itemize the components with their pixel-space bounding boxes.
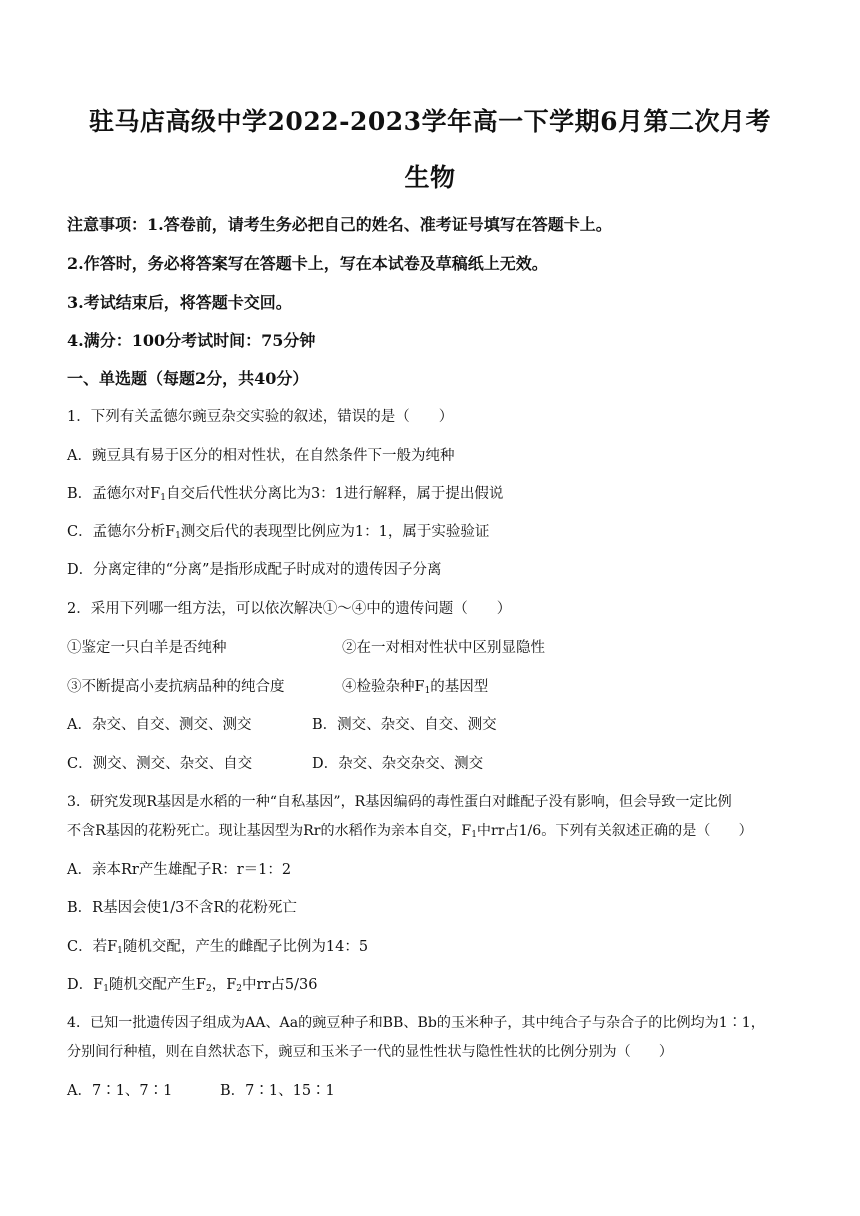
question-item-3: ③不断提高小麦抗病品种的纯合度 bbox=[67, 679, 285, 695]
stem-text: 中rr占1/6。下列有关叙述正确的是（ ） bbox=[476, 823, 753, 839]
subscript: 1 bbox=[471, 830, 477, 840]
option-text: C．若F bbox=[67, 939, 118, 955]
question-item-2: ②在一对相对性状中区别显隐性 bbox=[342, 640, 545, 656]
exam-title: 驻马店高级中学2022-2023学年高一下学期6月第二次月考 bbox=[89, 107, 771, 136]
option-b: B．R基因会使1/3不含R的花粉死亡 bbox=[67, 900, 297, 916]
option-text: ，F bbox=[211, 977, 237, 993]
option-text: 随机交配，产生的雌配子比例为14：5 bbox=[122, 939, 369, 955]
question-stem: 3．研究发现R基因是水稻的一种“自私基因”，R基因编码的毒性蛋白对雌配子没有影响，但会导致一定比例 bbox=[67, 794, 732, 810]
item-text: ④检验杂种F bbox=[342, 679, 425, 695]
stem-text: 不含R基因的花粉死亡。现让基因型为Rr的水稻作为亲本自交，F bbox=[67, 823, 472, 839]
question-stem: 2．采用下列哪一组方法，可以依次解决①～④中的遗传问题（ ） bbox=[67, 601, 512, 617]
question-item-1: ①鉴定一只白羊是否纯种 bbox=[67, 640, 227, 656]
option-a: A．7∶1、7∶1 bbox=[67, 1083, 173, 1099]
note-line: 4.满分：100分考试时间：75分钟 bbox=[67, 331, 316, 350]
option-a: A．亲本Rr产生雄配子R：r＝1：2 bbox=[67, 862, 292, 878]
subscript: 1 bbox=[424, 686, 431, 696]
subscript: 1 bbox=[117, 946, 123, 956]
question-stem-cont: 分别间行种植，则在自然状态下，豌豆和玉米子一代的显性性状与隐性性状的比例分别为（ ） bbox=[67, 1044, 674, 1060]
note-line: 3.考试结束后，将答题卡交回。 bbox=[67, 293, 292, 312]
option-text: 中rr占5/36 bbox=[242, 977, 318, 993]
subscript: 1 bbox=[103, 984, 109, 994]
option-text: 自交后代性状分离比为3：1进行解释，属于提出假说 bbox=[165, 486, 504, 502]
option-text: B．孟德尔对F bbox=[67, 486, 161, 502]
subscript: 2 bbox=[205, 984, 212, 994]
subscript: 1 bbox=[175, 531, 181, 541]
option-c: C．测交、测交、杂交、自交 bbox=[67, 756, 253, 772]
subscript: 1 bbox=[160, 493, 166, 503]
option-text: D．F bbox=[67, 977, 104, 993]
question-item-4 bbox=[342, 675, 488, 696]
note-line: 2.作答时，务必将答案写在答题卡上，写在本试卷及草稿纸上无效。 bbox=[67, 254, 548, 273]
exam-subject: 生物 bbox=[404, 163, 456, 192]
option-c bbox=[67, 935, 368, 956]
option-d: D．分离定律的“分离”是指形成配子时成对的遗传因子分离 bbox=[67, 562, 442, 578]
option-c bbox=[67, 520, 489, 541]
question-stem: 1．下列有关孟德尔豌豆杂交实验的叙述，错误的是（ ） bbox=[67, 409, 454, 425]
subscript: 2 bbox=[236, 984, 243, 994]
option-b: B．7∶1、15∶1 bbox=[220, 1083, 335, 1099]
question-stem-cont bbox=[67, 820, 753, 840]
option-a: A．豌豆具有易于区分的相对性状，在自然条件下一般为纯种 bbox=[67, 448, 455, 464]
option-text: 随机交配产生F bbox=[108, 977, 206, 993]
option-a: A．杂交、自交、测交、测交 bbox=[67, 717, 252, 733]
item-text: 的基因型 bbox=[430, 679, 489, 695]
option-text: 测交后代的表现型比例应为1：1，属于实验验证 bbox=[180, 524, 490, 540]
option-b: B．测交、杂交、自交、测交 bbox=[312, 717, 497, 733]
option-d bbox=[67, 973, 317, 994]
option-text: C．孟德尔分析F bbox=[67, 524, 176, 540]
section-title: 一、单选题（每题2分，共40分） bbox=[67, 369, 309, 388]
option-d: D．杂交、杂交杂交、测交 bbox=[312, 756, 484, 772]
note-line: 注意事项：1.答卷前，请考生务必把自己的姓名、准考证号填写在答题卡上。 bbox=[67, 215, 612, 234]
option-b bbox=[67, 482, 503, 503]
question-stem: 4．已知一批遗传因子组成为AA、Aa的豌豆种子和BB、Bb的玉米种子，其中纯合子与杂合子的比例均为1∶1， bbox=[67, 1015, 765, 1031]
